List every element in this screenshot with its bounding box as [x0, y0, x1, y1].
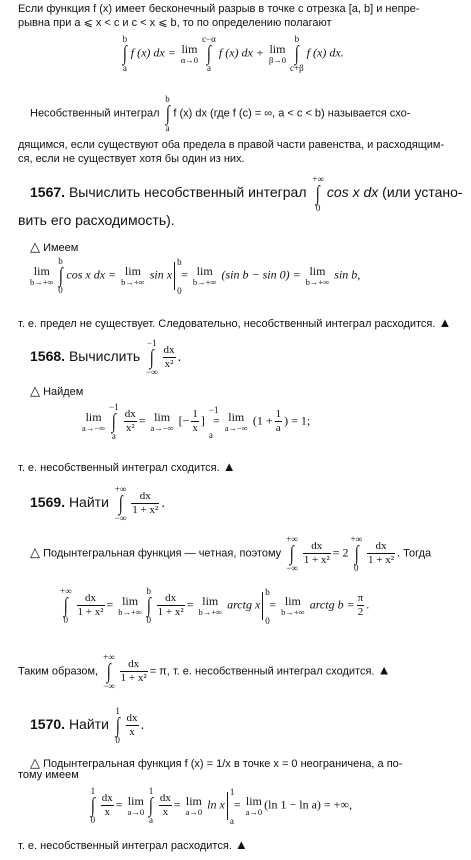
- integral-sign: b ∫ a: [122, 34, 128, 73]
- conclusion-1567: т. е. предел не существует. Следовательно, несобственный интеграл расходится. ▲: [18, 315, 452, 330]
- triangle-open-icon: △: [30, 544, 40, 560]
- problem-1567-title: 1567. Вычислить несобственный интеграл +∞ ∫ 0 cos x dx (или устано-: [30, 174, 463, 213]
- def-line-3: Несобственный интеграл b ∫ a f (x) dx (где f (c) = ∞, a < c < b) называется схо-: [30, 94, 411, 133]
- evaluation-bar: b 0: [174, 262, 175, 290]
- def-line-4: дящимся, если существуют оба предела в правой части равенства, и расходящим-: [18, 139, 445, 151]
- triangle-solid-icon: ▲: [438, 315, 452, 330]
- integral-sign: 1 ∫ 0: [115, 706, 120, 745]
- triangle-solid-icon: ▲: [377, 662, 391, 678]
- conclusion-1569: Таким образом, +∞ ∫ −∞ $\frac{dx}{\text{1 + x²}}$ = π, т. е. несобственный интеграл сходится. ▲: [18, 652, 391, 691]
- integral-sign: b ∫ c+β: [290, 34, 304, 73]
- def-line-2: рывна при a ⩽ x < c и c < x ⩽ b, то по определению полагают: [18, 17, 332, 29]
- formula-1569: +∞ ∫ 0 $\frac{dx}{\text{1 + x²}}$ = lim b→+∞ b ∫ 0 $\frac{dx}{\text{1 + x²}}$ = lim b→+∞ arctg x b 0 = lim b→+∞ arctg b = $\frac{\pi}{2}$ .: [60, 586, 370, 626]
- integral-sign: b ∫ a: [165, 94, 170, 133]
- conclusion-1568: т. е. несобственный интеграл сходится. ▲: [18, 459, 236, 474]
- formula-1570: 1 ∫ 0 $\frac{dx}{x}$ = lim a→0 1 ∫ a $\frac{dx}{x}$ = lim a→0 ln x 1 a = lim a→0 (ln 1 − ln a) = +∞,: [90, 786, 352, 826]
- evaluation-bar: 1 a: [227, 792, 228, 820]
- problem-1569-title: 1569. Найти +∞ ∫ −∞ $\frac{dx}{\text{1 + x²}}$ .: [30, 484, 166, 523]
- triangle-open-icon: △: [30, 239, 40, 254]
- integral-sign: +∞ ∫ −∞: [114, 484, 127, 523]
- formula-1567: lim b→+∞ b ∫ 0 cos x dx = lim b→+∞ sin x b 0 = lim b→+∞ (sin b − sin 0) = lim b→+∞ sin b,: [30, 256, 361, 296]
- integral-sign: −1 ∫ a: [109, 402, 119, 441]
- triangle-open-icon: △: [30, 755, 40, 770]
- def-line-1: Если функция f (x) имеет бесконечный разрыв в точке c отрезка [a, b] и непре-: [18, 3, 420, 15]
- def-line-5: ся, если не существует хотя бы один из них.: [18, 153, 245, 165]
- integral-sign: b ∫ 0: [146, 586, 152, 625]
- triangle-solid-icon: ▲: [222, 459, 236, 474]
- limit: lim β→0: [268, 41, 287, 65]
- triangle-solid-icon: ▲: [234, 837, 248, 852]
- integral-sign: +∞ ∫ −∞: [286, 534, 298, 573]
- evaluation-bar: b 0: [262, 592, 263, 620]
- integral-sign: +∞ ∫ 0: [350, 534, 363, 573]
- limit: lim α→0: [180, 41, 199, 65]
- integral-sign: −1 ∫ −∞: [146, 338, 158, 377]
- problem-1567-title-cont: вить его расходимость).: [18, 212, 175, 228]
- integral-sign: 1 ∫ a: [148, 786, 154, 825]
- integral-sign: c−α ∫ a: [202, 34, 216, 73]
- integral-sign: +∞ ∫ −∞: [103, 652, 115, 691]
- solution-1570-line-1: △ Подынтегральная функция f (x) = 1/x в точке x = 0 неограничена, а по-: [30, 755, 403, 770]
- solution-1570-line-2: тому имеем: [18, 769, 79, 781]
- triangle-open-icon: △: [30, 383, 40, 398]
- solution-1568-label: △ Найдем: [30, 383, 84, 398]
- def-formula: b ∫ a f (x) dx = lim α→0 c−α ∫ a f (x) dx + lim β→0 b ∫ c+β f (x) dx.: [122, 34, 344, 73]
- problem-1568-title: 1568. Вычислить −1 ∫ −∞ $\frac{dx}{\text{x²}}$ .: [30, 338, 182, 377]
- solution-1569: △ Подынтегральная функция — четная, поэтому +∞ ∫ −∞ $\frac{dx}{\text{1 + x²}}$ = 2 +∞ ∫ 0 $\frac{dx}{\text{1 + x²}}$ . Тогда: [30, 534, 432, 573]
- integral-sign: b ∫ 0: [58, 256, 63, 295]
- integral-sign: +∞ ∫ 0: [60, 586, 72, 625]
- conclusion-1570: т. е. несобственный интеграл расходится. ▲: [18, 837, 248, 852]
- integral-sign: +∞ ∫ 0: [312, 174, 324, 213]
- solution-1567-label: △ Имеем: [30, 239, 79, 254]
- formula-1568: lim a→−∞ −1 ∫ a $\frac{dx}{\text{x²}}$ = lim a→−∞ [− $\frac{1}{x}$ ] −1 a = lim a→−∞ (1 + $\frac{1}{a}$ ) = 1;: [82, 402, 311, 441]
- problem-1570-title: 1570. Найти 1 ∫ 0 $\frac{dx}{x}$ .: [30, 706, 145, 745]
- integral-sign: 1 ∫ 0: [90, 786, 96, 825]
